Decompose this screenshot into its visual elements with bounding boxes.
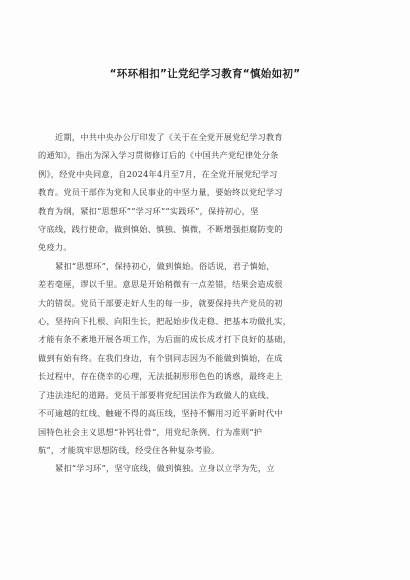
text-line: 的通知》，指出为深入学习贯彻修订后的《中国共产党纪律处分条 <box>38 150 279 161</box>
text-line: 教育。党员干部作为党和人民事业的中坚力量，要始终以党纪学习 <box>38 187 283 198</box>
text-line: 才能有条不紊地开展各项工作，为后面的成长成才打下良好的基础， <box>38 334 292 345</box>
text-line: 教育为纲，紧扣“思想环”“学习环”“实践环”，保持初心，坚 <box>38 205 259 216</box>
text-line: 近期，中共中央办公厅印发了《关于在全党开展党纪学习教育 <box>55 132 283 142</box>
text-line: 紧扣“思想环”，保持初心，做到慎始。俗话说，君子慎始， <box>55 260 275 271</box>
text-line: 不可逾越的红线、触碰不得的高压线，坚持不懈用习近平新时代中 <box>38 408 283 419</box>
text-line: 航”，才能筑牢思想防线，经受住各种复杂考验。 <box>38 444 220 455</box>
paragraph-2 <box>38 257 372 459</box>
text-line: 长过程中，存在侥幸的心理，无法抵制形形色色的诱惑，最终走上 <box>38 371 283 382</box>
document-body <box>38 128 372 478</box>
text-line: 紧扣“学习环”，坚守底线，做到慎独。立身以立学为先，立 <box>55 463 275 474</box>
text-line: 做到有始有终。在我们身边，有个别同志因为不能做到慎始，在成 <box>38 352 283 363</box>
text-line: 了违法违纪的道路。党员干部要将党纪国法作为政做人的底线、 <box>38 389 275 400</box>
text-line: 国特色社会主义思想“补钙壮骨”，用党纪条例、行为准则“护 <box>38 426 263 437</box>
paragraph-1 <box>38 128 372 257</box>
text-line: 例》，经党中央同意，自2024年4月至7月，在全党开展党纪学习 <box>38 168 278 179</box>
text-line: 大的错误。党员干部要走好人生的每一步，就要保持共产党员的初 <box>38 297 283 308</box>
paragraph-3 <box>38 459 372 477</box>
text-line: 免疫力。 <box>38 242 72 253</box>
text-line: 心，坚持向下扎根、向阳生长，把起始步伐走稳、把基本功做扎实， <box>38 316 292 327</box>
text-line: 守底线，践行使命，做到慎始、慎独、慎微，不断增强拒腐防变的 <box>38 224 283 235</box>
document-title: “环环相扣”让党纪学习教育“慎始如初” <box>109 68 301 80</box>
text-line: 差若毫厘，谬以千里。意思是开始稍微有一点差错，结果会造成很 <box>38 279 283 290</box>
